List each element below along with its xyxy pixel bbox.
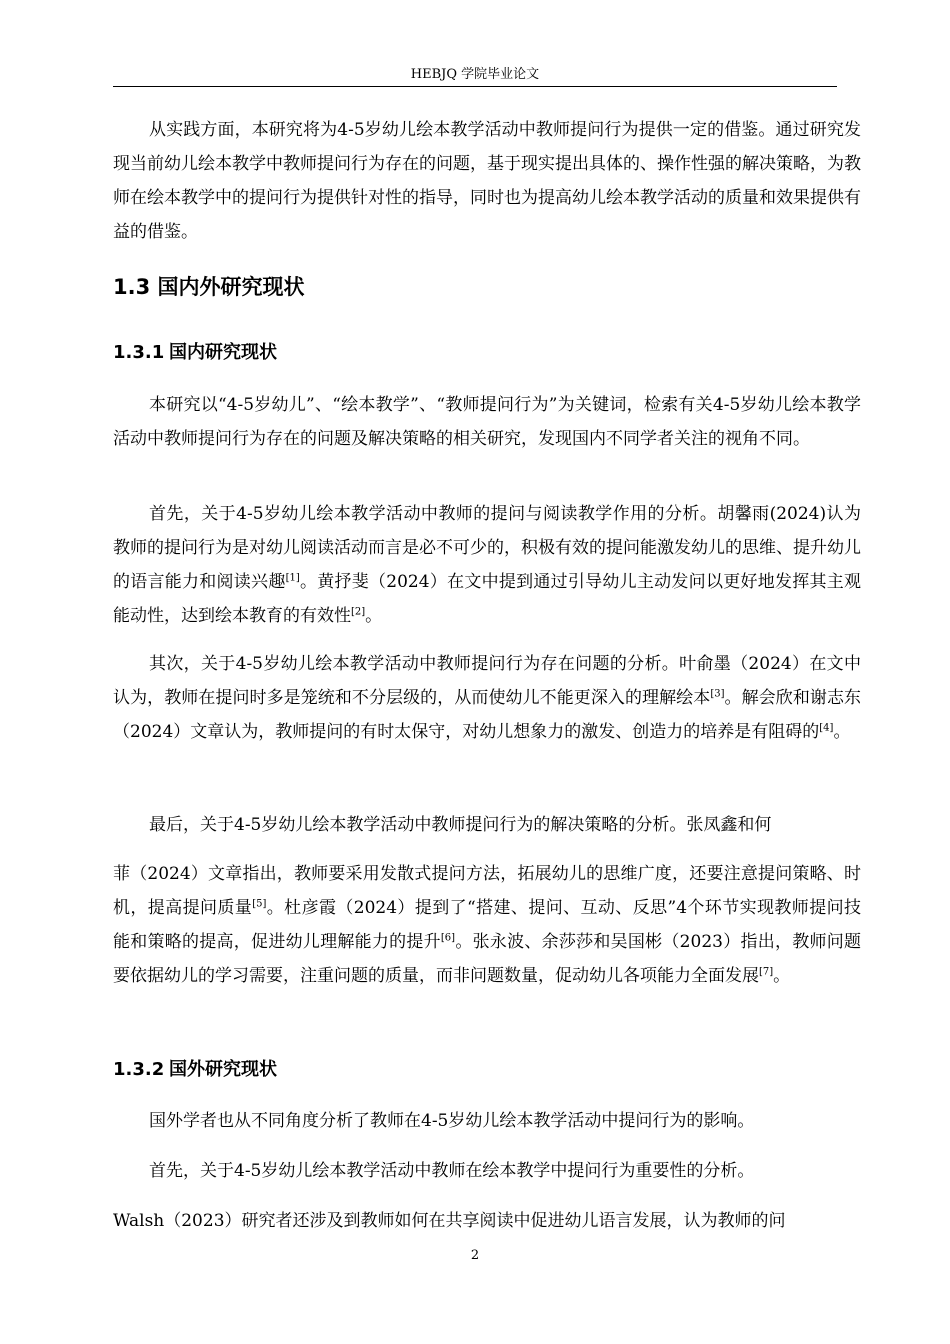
subsection-number: 1.3.2: [113, 1059, 165, 1080]
paragraph-text: 。: [365, 606, 383, 626]
subsection-number: 1.3.1: [113, 342, 165, 363]
citation-ref: [5]: [252, 898, 267, 910]
citation-ref: [6]: [440, 932, 456, 944]
paragraph-text: 。杜彦霞（2024）提到了“搭建、提问、互动、反思”4个环节实现教师提问技能和策略的提高，促进幼儿理解能力的提升: [113, 898, 862, 952]
paragraph-foreign-first: 首先，关于4-5岁幼儿绘本教学活动中教师在绘本教学中提问行为重要性的分析。: [149, 1161, 755, 1181]
subsection-title: 国内研究现状: [169, 342, 277, 363]
paragraph-text: 。解会欣和谢志东（2024）文章认为，教师提问的有时太保守，对幼儿想象力的激发、创造力的培养是有阻碍的: [113, 688, 862, 742]
subsection-heading-1-3-1: [113, 339, 277, 367]
citation-ref: [1]: [285, 572, 300, 584]
paragraph-text: 其次，关于4-5岁幼儿绘本教学活动中教师提问行为存在问题的分析。叶俞墨（2024）在文中认为，教师在提问时多是笼统和不分层级的，从而使幼儿不能更深入的理解绘本: [113, 654, 861, 708]
paragraph-text: 。: [773, 966, 791, 986]
page-header: HEBJQ 学院毕业论文: [410, 67, 540, 82]
paragraph-third-analysis-start: 最后，关于4-5岁幼儿绘本教学活动中教师提问行为的解决策略的分析。张凤鑫和何: [149, 815, 772, 835]
citation-ref: [7]: [759, 966, 774, 978]
citation-ref: [4]: [819, 722, 834, 734]
paragraph-text: 。张永波、余莎莎和吴国彬（2023）指出，教师问题要依据幼儿的学习需要，注重问题的质量，而非问题数量，促动幼儿各项能力全面发展: [113, 932, 862, 986]
paragraph-text: 。: [833, 722, 851, 742]
page-number: 2: [470, 1248, 480, 1263]
paragraph-keywords: 本研究以“4-5岁幼儿”、“绘本教学”、“教师提问行为”为关键词，检索有关4-5岁幼儿绘本教学活动中教师提问行为存在的问题及解决策略的相关研究，发现国内不同学者关注的视角不同。: [113, 395, 861, 449]
paragraph-practical-significance: 从实践方面，本研究将为4-5岁幼儿绘本教学活动中教师提问行为提供一定的借鉴。通过研究发现当前幼儿绘本教学中教师提问行为存在的问题，基于现实提出具体的、操作性强的解决策略，为教师在绘本教学中的提问行为提供针对性的指导，同时也为提高幼儿绘本教学活动的质量和效果提供有益的借鉴。: [113, 120, 861, 242]
section-heading-1-3: 1.3 国内外研究现状: [113, 275, 305, 299]
paragraph-text: 首先，关于4-5岁幼儿绘本教学活动中教师的提问与阅读教学作用的分析。胡馨雨(2024)认为教师的提问行为是对幼儿阅读活动而言是必不可少的，积极有效的提问能激发幼儿的思维、提升幼儿的语言能力和阅读兴趣: [113, 504, 861, 592]
paragraph-third-analysis-cont: [113, 857, 861, 993]
paragraph-text: 。黄抒斐（2024）在文中提到通过引导幼儿主动发问以更好地发挥其主观能动性，达到绘本教育的有效性: [113, 572, 861, 626]
citation-ref: [2]: [351, 606, 366, 618]
subsection-title: 国外研究现状: [169, 1059, 277, 1080]
subsection-heading-1-3-2: [113, 1056, 277, 1084]
paragraph-text: 菲（2024）文章指出，教师要采用发散式提问方法，拓展幼儿的思维广度，还要注意提问策略、时机，提高提问质量: [113, 864, 861, 918]
paragraph-walsh: Walsh（2023）研究者还涉及到教师如何在共享阅读中促进幼儿语言发展，认为教师的问: [113, 1211, 786, 1231]
citation-ref: [3]: [710, 688, 725, 700]
paragraph-foreign-intro: 国外学者也从不同角度分析了教师在4-5岁幼儿绘本教学活动中提问行为的影响。: [149, 1111, 755, 1131]
paragraph-first-analysis: [113, 497, 861, 633]
paragraph-second-analysis: [113, 647, 861, 749]
header-rule: [113, 86, 837, 87]
